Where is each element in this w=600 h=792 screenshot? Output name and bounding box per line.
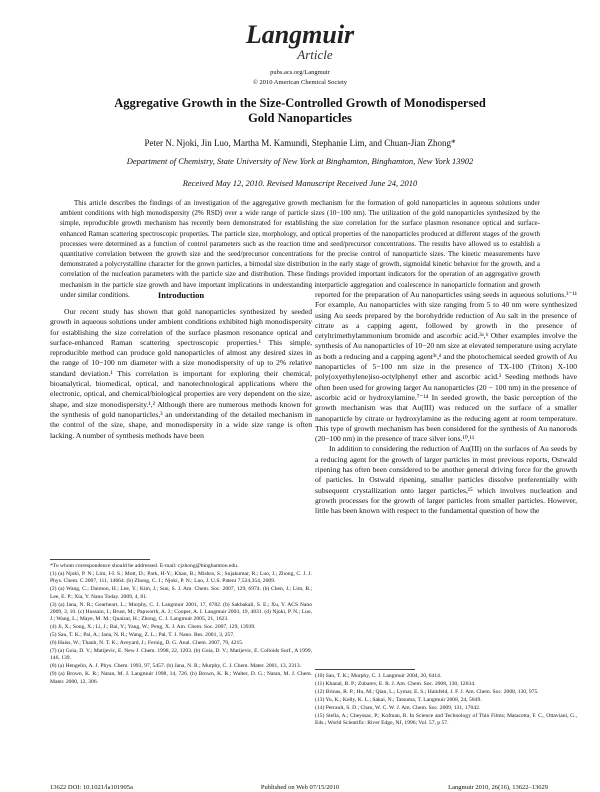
section-heading-introduction: Introduction (157, 290, 205, 300)
reference-item: (14) Perrault, S. D.; Chan, W. C. W. J. Am. Chem. Soc. 2009, 131, 17042. (315, 704, 481, 711)
reference-item: (10) Sau, T. K.; Murphy, C. J. Langmuir 2004, 20, 6414. (315, 673, 442, 679)
reference-item: (7) (a) Goia, D. V.; Matijevic, E. New J. Chem. 1998, 22, 1203. (b) Goia, D. V.; Matijevic, E. Colloids Surf., A 1999, 146, 139. (50, 647, 312, 662)
reference-item: (12) Brinas, R. P.; Hu, M.; Qian, L.; Lymar, E. S.; Hainfeld, J. F. J. Am. Chem. Soc. 2008, 130, 975. (315, 688, 539, 695)
reference-item: (2) (a) Wang, C.; Daimon, H.; Lee, Y.; Kim, J.; Sun, S. J. Am. Chem. Soc. 2007, 129, 6974. (b) Chen, J.; Lim, B.; Lee, E. P.; Xia, Y. Nano Today. 2009, 4, 81. (50, 586, 312, 600)
author-list: Peter N. Njoki, Jin Luo, Martha M. Kamundi, Stephanie Lim, and Chuan-Jian Zhong* (144, 138, 456, 148)
reference-item: (9) (a) Brown, K. R.; Natan, M. J. Langmuir 1998, 14, 726. (b) Brown, K. R.; Walter, D. G.; Natan, M. J. Chem. Mater. 2000, 12, 306. (50, 671, 312, 685)
copyright-notice: © 2010 American Chemical Society (252, 79, 348, 86)
footer-doi: 13622 DOI: 10.1021/la101905a (50, 784, 133, 791)
reference-item: (8) (a) Hengelin, A. J. Phys. Chem. 1993, 97, 5457. (b) Jana, N. R.; Murphy, C. J. Chem. Mater. 2001, 13, 2313. (50, 663, 302, 670)
abstract-text: This article describes the findings of an investigation of the aggregative growth mechanism for the formation of gold nanoparticles in aqueous solutions under ambient conditions with high monodispersity (2% RSD) over a wide range of particle sizes (10−100 nm). The utilization of the gold nanoparticles synthesized by the simple, reproducible growth mechanism has recently been demonstrated for establishing the size correlation for the surface plasmon resonance optical and surface-enhanced Raman scattering spectroscopic properties. The particle size, morphology, and optical properties of the nanoparticles produced at different stages of the growth processes were determined as a function of control parameters such as the reaction time and seed/precursor concentrations. The results have allowed us to establish a quantitative correlation between the growth size and the seed/precursor concentrations for the precise control of nanoparticle sizes. The kinetic measurements have demonstrated a polycrystalline character for the grown particles, a bimodal size distribution in the early stage of growth, sigmoidal kinetic behavior for the growth, and a correlation of the nucleation parameters with the particle size and distribution. These findings provided important indicators for the operation of an aggregative growth mechanism in the particle size growth and have important implications in understanding interparticle aggregation and coalescence in nanoparticle formation and growth under similar conditions. (60, 199, 540, 299)
reference-item: (4) Ji, X.; Song, X.; Li, J.; Bai, Y.; Yang, W.; Peng, X. J. Am. Chem. Soc. 2007, 129, 13939. (50, 624, 256, 631)
intro-paragraph-3: In addition to considering the reduction of Au(III) on the surfaces of Au seeds by a reducing agent for the growth of larger particles in most previous reports, Ostwald ripening has often been considered to be another general driving force for the growth of particles. In Ostwald ripening, smaller particles dissolve preferentially with subsequent crystallization onto larger particles,¹⁵ which involves nucleation and growth processes for the growth of larger particles from smaller particles. However, little has been known with respect to the fundamental question of how the (315, 444, 577, 516)
footnote-correspondence: *To whom correspondence should be addressed. E-mail: cjzhong@binghamton.edu. (50, 563, 239, 569)
abstract (60, 198, 540, 300)
footnote-divider (50, 559, 150, 560)
reference-item: (1) (a) Njoki, P. N.; Lim, I-I. S.; Mott, D.; Park, H-Y.; Khan, B.; Mishra, S.; Sujakumar, R.; Luo, J.; Zhong, C. J. J. Phys. Chem. C 2007, 111, 14664. (b) Zhong, C. J.; Njoki, P. N.; Luo, J. U.S. Patent 7,524,354, 2009. (50, 570, 312, 585)
reference-item: (3) (a) Jana, N. R.; Gearheart, L.; Murphy, C. J. Langmuir 2001, 17, 6782. (b) Sakbakali, S. E.; Xu, Y. ACS Nano 2009, 3, 10. (c) Hussain, I.; Brust, M.; Papworth, A. J.; Cooper, A. I. Langmuir 2003, 19, 4831. (d) Njoki, P. N.; Luo, J.; Wang, L.; Maye, M. M.; Quaizar, H.; Zhong, C. J. Langmuir 2005, 21, 1623. (50, 601, 312, 623)
left-column (50, 290, 312, 441)
journal-name: Langmuir (245, 20, 355, 49)
received-dates: Received May 12, 2010. Revised Manuscript Received June 24, 2010 (182, 178, 418, 188)
right-column (315, 290, 577, 517)
journal-logo (230, 22, 370, 62)
footnotes-right (315, 669, 577, 728)
reference-item: (6) Haiss, W.; Thanh, N. T. K.; Aveyard, J.; Fernig, D. G. Anal. Chem. 2007, 79, 4215. (50, 640, 244, 647)
footnotes-left (50, 559, 312, 687)
reference-item: (11) Khanal, B. P.; Zubarev, E. R. J. Am. Chem. Soc. 2008, 130, 12634. (315, 680, 476, 687)
article-title (60, 96, 540, 126)
reference-item: (5) Sau, T. K.; Pal, A.; Jana, N. R.; Wang, Z. L.; Pal, T. J. Nano. Res. 2001, 3, 257. (50, 632, 235, 639)
title-line-2: Gold Nanoparticles (248, 111, 352, 125)
footnote-divider (315, 669, 415, 670)
intro-paragraph-1: Our recent study has shown that gold nanoparticles synthesized by seeded growth in aqueous solutions under ambient conditions exhibited high monodispersity for establishing the size correlation of the surface plasmon resonance optical and surface-enhanced Raman scattering spectroscopic properties.¹ This simple, reproducible method can produce gold nanoparticles of almost any desired sizes in the range of 10−100 nm diameter with a size monodispersity of up to 2% relative standard deviation.¹ This correlation is important for exploring their chemical, bioanalytical, biomedical, optical, and nanotechnological applications where the electronic, optical, and chemical/biological properties are very dependent on the size, shape, and size monodispersity.¹,² Although there are numerous methods known for the synthesis of gold nanoparticles,³ an understanding of the detailed mechanism in the control of the size, shape, and monodispersity in a wide size range is often lacking. A number of synthesis methods have been (50, 307, 312, 440)
journal-article-type: Article (297, 47, 333, 62)
intro-paragraph-2: reported for the preparation of Au nanoparticles using seeds in aqueous solutions.³⁻¹¹ For example, Au nanoparticles with size ranging from 5 to 40 nm were synthesized using Au seeds prepared by the borohydride reduction of Au salt in the presence of citrate as a capping agent, followed by growth in the presence of cetyltrimethylammonium bromide and ascorbic acid.³ᵃ,ᵇ Other examples involve the synthesis of Au nanoparticles of 10−20 nm size at elevated temperature using acrylate as both a reducing and a capping agent³ᶜ,ᵈ and the photochemical seeded growth of Au nanoparticles of 5−100 nm size in the presence of TX-100 (Triton) X-100 poly(oxyethylene)iso-octylphenyl ether and ascorbic acid.³ Seeding methods have often been used for growing larger Au nanoparticles (20 − 100 nm) in the presence of ascorbic acid or hydroxylamine.⁷⁻¹⁴ In seeded growth, the basic perception of the growth mechanism was that Au(III) was reduced on the surface of a smaller nanoparticle by citrate or hydroxylamine as the reducing agent at room temperature. This type of growth mechanism has been considered for the synthesis of Au nanorods (20−100 nm) in the presence of trace silver ions.¹⁰,¹¹ (315, 290, 577, 444)
journal-url[interactable]: pubs.acs.org/Langmuir (270, 69, 330, 76)
reference-item: (13) Yu, K.; Kelly, K. L.; Sakai, N.; Tatsuma, T. Langmuir 2008, 24, 5849. (315, 696, 482, 703)
reference-item: (15) Stella, A.; Cheyssac, P.; Kofman, R. In Science and Technology of Thin Films; Matacotta, F. C., Ottaviani, G., Eds.; World Scientific: River Edge, NJ, 1996; Vol. 57, p 57. (315, 712, 577, 726)
footer-published-date: Published on Web 07/15/2010 (260, 784, 340, 791)
footer-citation: Langmuir 2010, 26(16), 13622–13629 (448, 784, 548, 791)
author-affiliation: Department of Chemistry, State University of New York at Binghamton, Binghamton, New York 13902 (126, 156, 474, 166)
title-line-1: Aggregative Growth in the Size-Controlled Growth of Monodispersed (114, 96, 486, 110)
